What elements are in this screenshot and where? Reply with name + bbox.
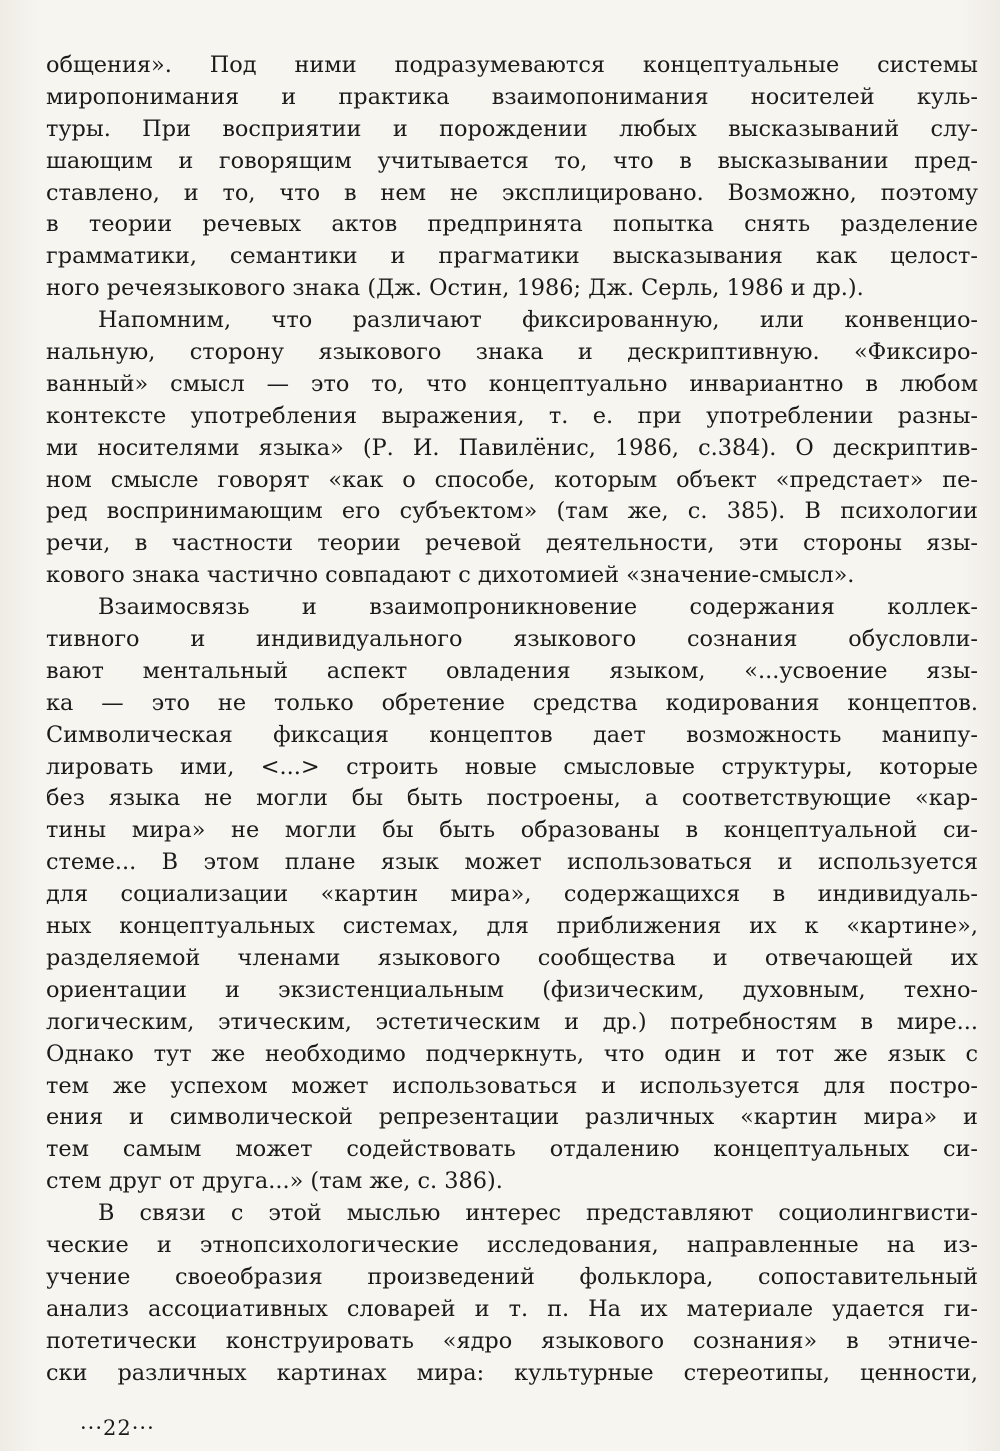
text-line: лировать ими, <...> строить новые смысловые структуры, которые	[46, 753, 978, 780]
text-line: для социализации «картин мира», содержащихся в индивидуаль-	[46, 881, 978, 908]
text-line: тины мира» не могли бы быть образованы в концептуальной си-	[46, 817, 978, 844]
page-number: ···22···	[80, 1416, 155, 1440]
text-line: ения и символической репрезентации различных «картин мира» и	[46, 1104, 978, 1131]
body-text	[46, 50, 978, 1389]
paragraph-first-line: В связи с этой мыслью интерес представляют социолингвисти-	[98, 1200, 978, 1227]
text-line: ка — это не только обретение средства кодирования концептов.	[46, 689, 978, 716]
text-line: Символическая фиксация концептов дает возможность манипу-	[46, 721, 978, 748]
text-line: речи, в частности теории речевой деятельности, эти стороны язы-	[46, 530, 978, 557]
text-line: логическим, этическим, эстетическим и др.) потребностям в мире...	[46, 1008, 978, 1035]
text-line: без языка не могли бы быть построены, а соответствующие «кар-	[46, 785, 978, 812]
text-line: тивного и индивидуального языкового сознания обусловли-	[46, 626, 978, 653]
text-line: контексте употребления выражения, т. е. при употреблении разны-	[46, 402, 978, 429]
text-line: ных концептуальных системах, для приближения их к «картине»,	[46, 913, 978, 940]
text-line: ориентации и экзистенциальным (физическим, духовным, техно-	[46, 976, 978, 1003]
text-line: вают ментальный аспект овладения языком, «...усвоение язы-	[46, 657, 978, 684]
text-line: анализ ассоциативных словарей и т. п. На их материале удается ги-	[46, 1295, 978, 1322]
paragraph-first-line: Напомним, что различают фиксированную, или конвенцио-	[98, 307, 978, 334]
text-line: учение своеобразия произведений фольклора, сопоставительный	[46, 1263, 978, 1290]
text-line: кового знака частично совпадают с дихотомией «значение-смысл».	[46, 562, 855, 589]
text-line: ванный» смысл — это то, что концептуально инвариантно в любом	[46, 370, 978, 397]
text-line: стеме... В этом плане язык может использоваться и используется	[46, 849, 978, 876]
text-line: ставлено, и то, что в нем не эксплицировано. Возможно, поэтому	[46, 179, 978, 206]
paragraph-first-line: Взаимосвязь и взаимопроникновение содержания коллек-	[98, 594, 978, 621]
text-line: ного речеязыкового знака (Дж. Остин, 1986; Дж. Серль, 1986 и др.).	[46, 275, 864, 302]
text-line: грамматики, семантики и прагматики высказывания как целост-	[46, 243, 978, 270]
text-line: потетически конструировать «ядро языкового сознания» в этниче-	[46, 1327, 978, 1354]
text-line: миропонимания и практика взаимопонимания носителей куль-	[46, 83, 978, 110]
text-line: ски различных картинах мира: культурные стереотипы, ценности,	[46, 1359, 978, 1386]
text-line: ми носителями языка» (Р. И. Павилёнис, 1986, с.384). О дескриптив-	[46, 434, 978, 461]
text-line: ред воспринимающим его субъектом» (там же, с. 385). В психологии	[46, 498, 978, 525]
text-line: туры. При восприятии и порождении любых высказываний слу-	[46, 115, 978, 142]
text-line: Однако тут же необходимо подчеркнуть, что один и тот же язык с	[46, 1040, 978, 1067]
text-line: ческие и этнопсихологические исследования, направленные на из-	[46, 1231, 978, 1258]
text-line: общения». Под ними подразумеваются концептуальные системы	[46, 52, 978, 78]
text-line: нальную, сторону языкового знака и дескриптивную. «Фиксиро-	[46, 339, 978, 366]
text-line: стем друг от друга...» (там же, с. 386).	[46, 1168, 503, 1195]
text-line: тем же успехом может использоваться и используется для постро-	[46, 1072, 978, 1099]
text-line: в теории речевых актов предпринята попытка снять разделение	[46, 211, 978, 238]
text-line: шающим и говорящим учитывается то, что в высказывании пред-	[46, 147, 978, 174]
text-line: ном смысле говорят «как о способе, которым объект «предстает» пе-	[46, 466, 978, 493]
text-line: разделяемой членами языкового сообщества и отвечающей их	[46, 944, 978, 971]
text-line: тем самым может содействовать отдалению концептуальных си-	[46, 1136, 978, 1163]
